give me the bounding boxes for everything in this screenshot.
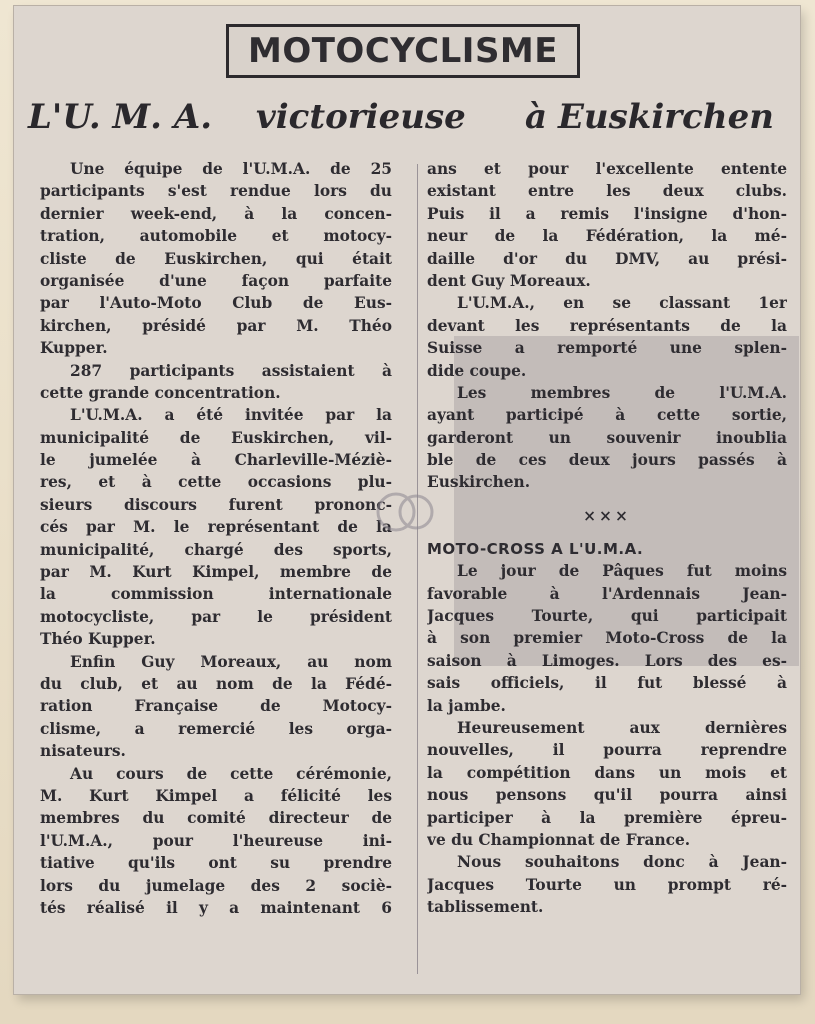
text-line: garderont un souvenir inoublia <box>427 428 787 447</box>
text-line: devant les représentants de la <box>427 316 787 335</box>
text-line: Jacques Tourte un prompt ré- <box>427 875 787 894</box>
text-line: municipalité, chargé des sports, <box>40 540 392 559</box>
text-line: tés réalisé il y a maintenant 6 <box>40 898 392 917</box>
text-line: sieurs discours furent prononc- <box>40 495 392 514</box>
headline-word-1: L'U. M. A. <box>28 97 213 137</box>
watermark-logo-icon <box>370 484 440 540</box>
text-line: Puis il a remis l'insigne d'hon- <box>427 204 787 223</box>
text-line: ayant participé à cette sortie, <box>427 406 787 425</box>
text-line: du club, et au nom de la Fédé- <box>40 674 392 693</box>
text-line: nous pensons qu'il pourra ainsi <box>427 786 787 805</box>
text-line: motocycliste, par le président <box>40 607 392 626</box>
subheading: MOTO-CROSS A L'U.M.A. <box>427 539 644 558</box>
text-line: par M. Kurt Kimpel, membre de <box>40 563 392 582</box>
text-line: M. Kurt Kimpel a félicité les <box>40 786 392 805</box>
text-line: L'U.M.A., en se classant 1er <box>457 294 787 313</box>
text-line: nouvelles, il pourra reprendre <box>427 741 787 760</box>
text-line: cés par M. le représentant de la <box>40 518 392 537</box>
section-separator: ××× <box>583 506 631 525</box>
text-line: tration, automobile et motocy- <box>40 227 392 246</box>
text-line: le jumelée à Charleville-Méziè- <box>40 451 392 470</box>
text-line: ans et pour l'excellente entente <box>427 160 787 178</box>
text-line: municipalité de Euskirchen, vil- <box>40 428 392 447</box>
text-line: cliste de Euskirchen, qui était <box>40 249 392 268</box>
text-line: la jambe. <box>427 696 506 715</box>
text-line: organisée d'une façon parfaite <box>40 271 392 290</box>
section-rubric <box>226 24 580 78</box>
text-line: L'U.M.A. a été invitée par la <box>70 406 392 425</box>
text-line: lors du jumelage des 2 sociè- <box>40 876 392 895</box>
text-line: dide coupe. <box>427 361 527 380</box>
text-line: Enfin Guy Moreaux, au nom <box>70 652 392 671</box>
text-line: par l'Auto-Moto Club de Eus- <box>40 294 392 313</box>
text-line: Théo Kupper. <box>40 630 156 649</box>
rubric-title: MOTOCYCLISME <box>247 31 558 71</box>
text-line: membres du comité directeur de <box>40 809 392 828</box>
text-line: la commission internationale <box>40 585 392 604</box>
text-line: clisme, a remercié les orga- <box>40 719 392 738</box>
text-line: 287 participants assistaient à <box>70 361 392 380</box>
text-line: tablissement. <box>427 898 544 917</box>
text-line: ve du Championnat de France. <box>427 830 691 849</box>
text-line: Le jour de Pâques fut moins <box>457 562 787 581</box>
text-line: favorable à l'Ardennais Jean- <box>427 584 787 603</box>
text-line: participer à la première épreu- <box>427 808 787 827</box>
text-line: la compétition dans un mois et <box>427 763 787 782</box>
headline <box>28 97 780 147</box>
text-line: nisateurs. <box>40 742 126 761</box>
text-line: Heureusement aux dernières <box>457 718 787 737</box>
text-line: Kupper. <box>40 339 108 358</box>
text-line: l'U.M.A., pour l'heureuse ini- <box>40 831 392 850</box>
headline-word-3: à <box>525 97 548 137</box>
headline-word-2: victorieuse <box>256 97 466 137</box>
text-line: Une équipe de l'U.M.A. de 25 <box>70 160 392 178</box>
text-line: Euskirchen. <box>427 473 531 492</box>
text-line: neur de la Fédération, la mé- <box>427 227 787 246</box>
text-line: kirchen, présidé par M. Théo <box>40 316 392 335</box>
text-line: daille d'or du DMV, au prési- <box>427 249 787 268</box>
text-line: Au cours de cette cérémonie, <box>70 764 392 783</box>
text-line: à son premier Moto-Cross de la <box>427 629 787 648</box>
text-line: cette grande concentration. <box>40 383 281 402</box>
article-column-right <box>427 158 787 919</box>
text-line: Nous souhaitons donc à Jean- <box>457 853 787 872</box>
text-line: sais officiels, il fut blessé à <box>427 674 787 693</box>
text-line: Jacques Tourte, qui participait <box>427 607 787 626</box>
text-line: tiative qu'ils ont su prendre <box>40 854 392 873</box>
text-line: ble de ces deux jours passés à <box>427 451 787 470</box>
column-divider <box>417 164 418 974</box>
text-line: saison à Limoges. Lors des es- <box>427 651 787 670</box>
text-line: existant entre les deux clubs. <box>427 182 787 201</box>
text-line: dernier week-end, à la concen- <box>40 204 392 223</box>
text-line: Les membres de l'U.M.A. <box>457 383 787 402</box>
headline-word-4: Euskirchen <box>558 97 774 137</box>
text-line: dent Guy Moreaux. <box>427 271 591 290</box>
text-line: participants s'est rendue lors du <box>40 182 392 201</box>
text-line: res, et à cette occasions plu- <box>40 473 392 492</box>
article-column-left <box>40 158 392 919</box>
text-line: Suisse a remporté une splen- <box>427 339 787 358</box>
text-line: ration Française de Motocy- <box>40 697 392 716</box>
